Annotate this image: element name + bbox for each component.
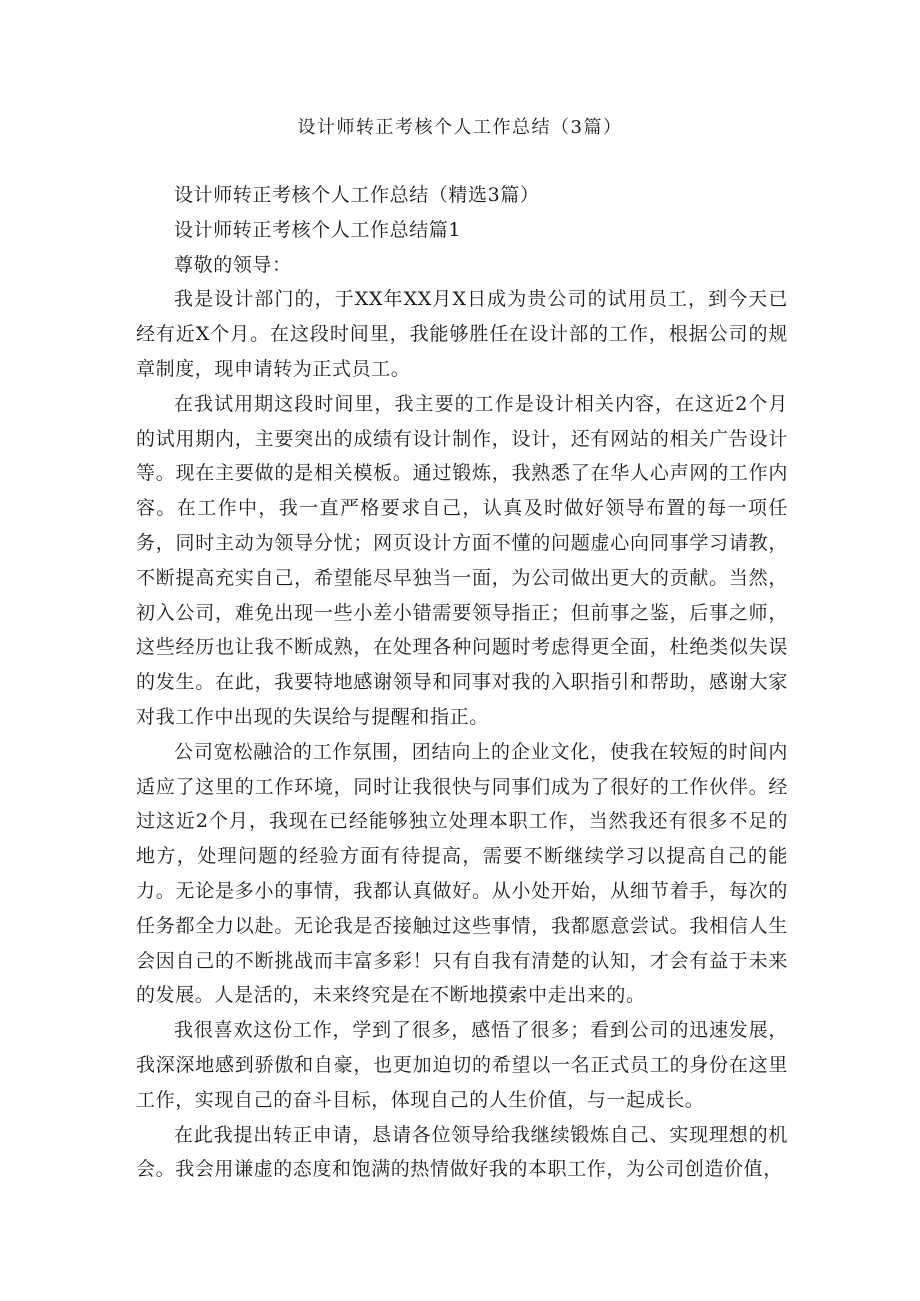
- paragraph: 我很喜欢这份工作，学到了很多，感悟了很多；看到公司的迅速发展，我深深地感到骄傲和自豪，也更加迫切的希望以一名正式员工的身份在这里工作，实现自己的奋斗目标，体现自己的人生价值，与一起成长。: [136, 1019, 788, 1111]
- document-title: 设计师转正考核个人工作总结（3篇）: [297, 117, 623, 138]
- salutation: 尊敬的领导：: [174, 253, 292, 276]
- section-heading: 设计师转正考核个人工作总结篇1: [174, 218, 462, 241]
- document-body: [136, 178, 788, 1187]
- paragraph: 在此我提出转正申请，恳请各位领导给我继续锻炼自己、实现理想的机会。我会用谦虚的态度和饱满的热情做好我的本职工作，为公司创造价值，: [136, 1123, 788, 1181]
- paragraph: 我是设计部门的，于XX年XX月X日成为贵公司的试用员工，到今天已经有近X个月。在这段时间里，我能够胜任在设计部的工作，根据公司的规章制度，现申请转为正式员工。: [136, 288, 788, 380]
- paragraph: 公司宽松融洽的工作氛围，团结向上的企业文化，使我在较短的时间内适应了这里的工作环境，同时让我很快与同事们成为了很好的工作伙伴。经过这近2个月，我现在已经能够独立处理本职工作，当然我还有很多不足的地方，处理问题的经验方面有待提高，需要不断继续学习以提高自己的能力。无论是多小的事情，我都认真做好。从小处开始，从细节着手，每次的任务都全力以赴。无论我是否接触过这些事情，我都愿意尝试。我相信人生会因自己的不断挑战而丰富多彩！只有自我有清楚的认知，才会有益于未来的发展。人是活的，未来终究是在不断地摸索中走出来的。: [136, 740, 788, 1007]
- document-subtitle: 设计师转正考核个人工作总结（精选3篇）: [174, 184, 540, 206]
- paragraph: 在我试用期这段时间里，我主要的工作是设计相关内容，在这近2个月的试用期内，主要突出的成绩有设计制作，设计，还有网站的相关广告设计等。现在主要做的是相关模板。通过锻炼，我熟悉了在华人心声网的工作内容。在工作中，我一直严格要求自己，认真及时做好领导布置的每一项任务，同时主动为领导分忧；网页设计方面不懂的问题虚心向同事学习请教，不断提高充实自己，希望能尽早独当一面，为公司做出更大的贡献。当然，初入公司，难免出现一些小差小错需要领导指正；但前事之鉴，后事之师，这些经历也让我不断成熟，在处理各种问题时考虑得更全面，杜绝类似失误的发生。在此，我要特地感谢领导和同事对我的入职指引和帮助，感谢大家对我工作中出现的失误给与提醒和指正。: [136, 392, 788, 728]
